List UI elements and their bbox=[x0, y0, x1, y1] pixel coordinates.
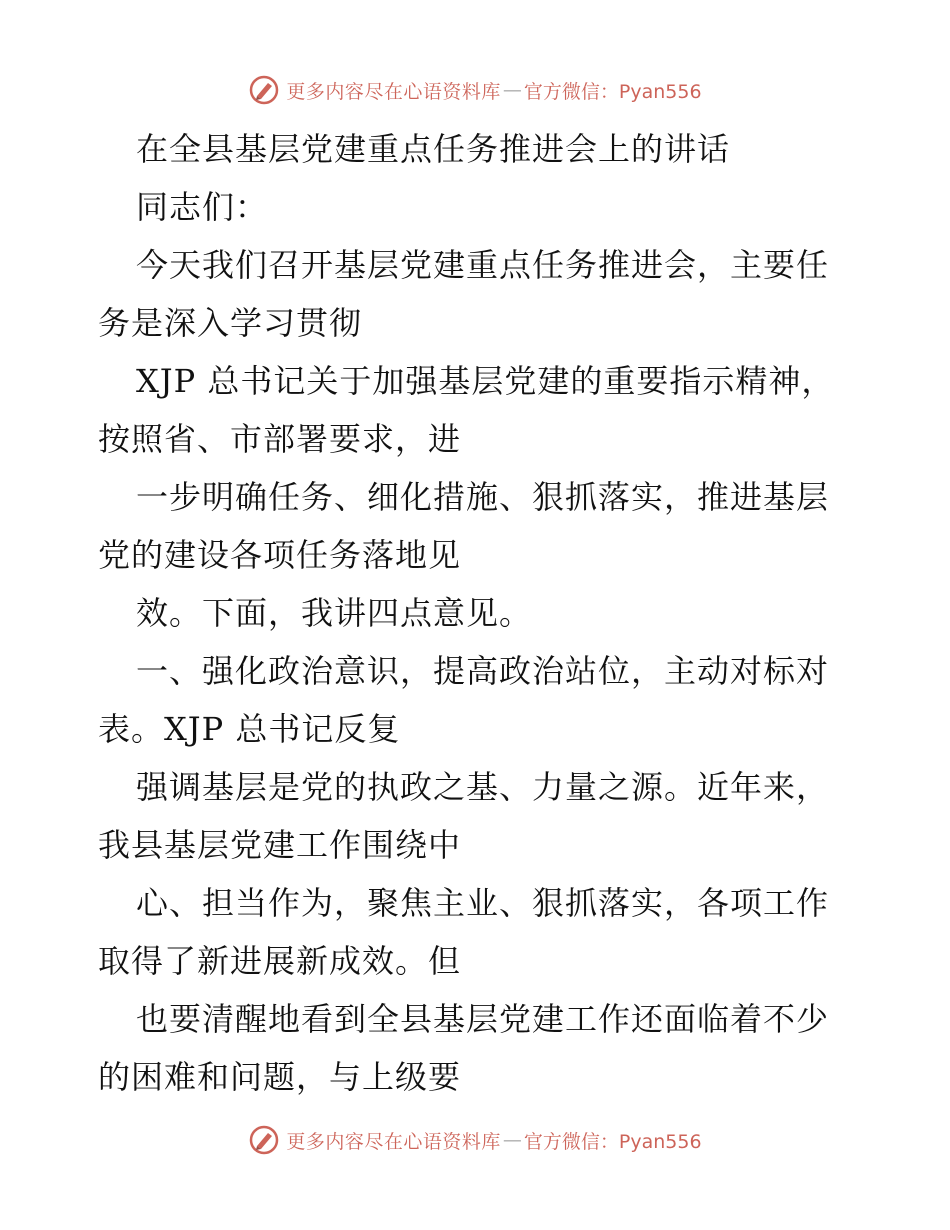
text-line: 效。下面，我讲四点意见。 bbox=[136, 594, 533, 632]
watermark-separator: — bbox=[502, 1129, 522, 1151]
document-body bbox=[98, 120, 858, 1106]
text-line: 按照省、市部署要求，进 bbox=[98, 420, 462, 458]
text-line: 的困难和问题，与上级要 bbox=[98, 1058, 462, 1096]
watermark-separator: — bbox=[502, 79, 522, 101]
text-line: 强调基层是党的执政之基、力量之源。近年来， bbox=[136, 768, 830, 806]
text-line: 一、强化政治意识，提高政治站位，主动对标对 bbox=[136, 652, 830, 690]
watermark-text: 更多内容尽在心语资料库 bbox=[286, 1130, 501, 1153]
footer-watermark bbox=[0, 1120, 950, 1160]
pen-seal-icon bbox=[248, 1124, 280, 1156]
text-line: 务是深入学习贯彻 bbox=[98, 304, 363, 342]
text-line: 党的建设各项任务落地见 bbox=[98, 536, 462, 574]
text-line: 我县基层党建工作围绕中 bbox=[98, 826, 462, 864]
watermark-wechat: 官方微信：Pyan556 bbox=[523, 1130, 702, 1153]
pen-seal-icon bbox=[248, 74, 280, 106]
text-line: 今天我们召开基层党建重点任务推进会，主要任 bbox=[136, 246, 830, 284]
document-title: 在全县基层党建重点任务推进会上的讲话 bbox=[136, 130, 731, 168]
text-line: 取得了新进展新成效。但 bbox=[98, 942, 462, 980]
text-line: 一步明确任务、细化措施、狠抓落实，推进基层 bbox=[136, 478, 830, 516]
text-line: XJP 总书记关于加强基层党建的重要指示精神， bbox=[136, 362, 835, 400]
text-line: 同志们： bbox=[136, 188, 269, 226]
text-line: 也要清醒地看到全县基层党建工作还面临着不少 bbox=[136, 1000, 830, 1038]
text-line: 表。XJP 总书记反复 bbox=[98, 710, 401, 748]
text-line: 心、担当作为，聚焦主业、狠抓落实，各项工作 bbox=[136, 884, 830, 922]
header-watermark bbox=[0, 70, 950, 110]
watermark-text: 更多内容尽在心语资料库 bbox=[286, 80, 501, 103]
watermark-wechat: 官方微信：Pyan556 bbox=[523, 80, 702, 103]
